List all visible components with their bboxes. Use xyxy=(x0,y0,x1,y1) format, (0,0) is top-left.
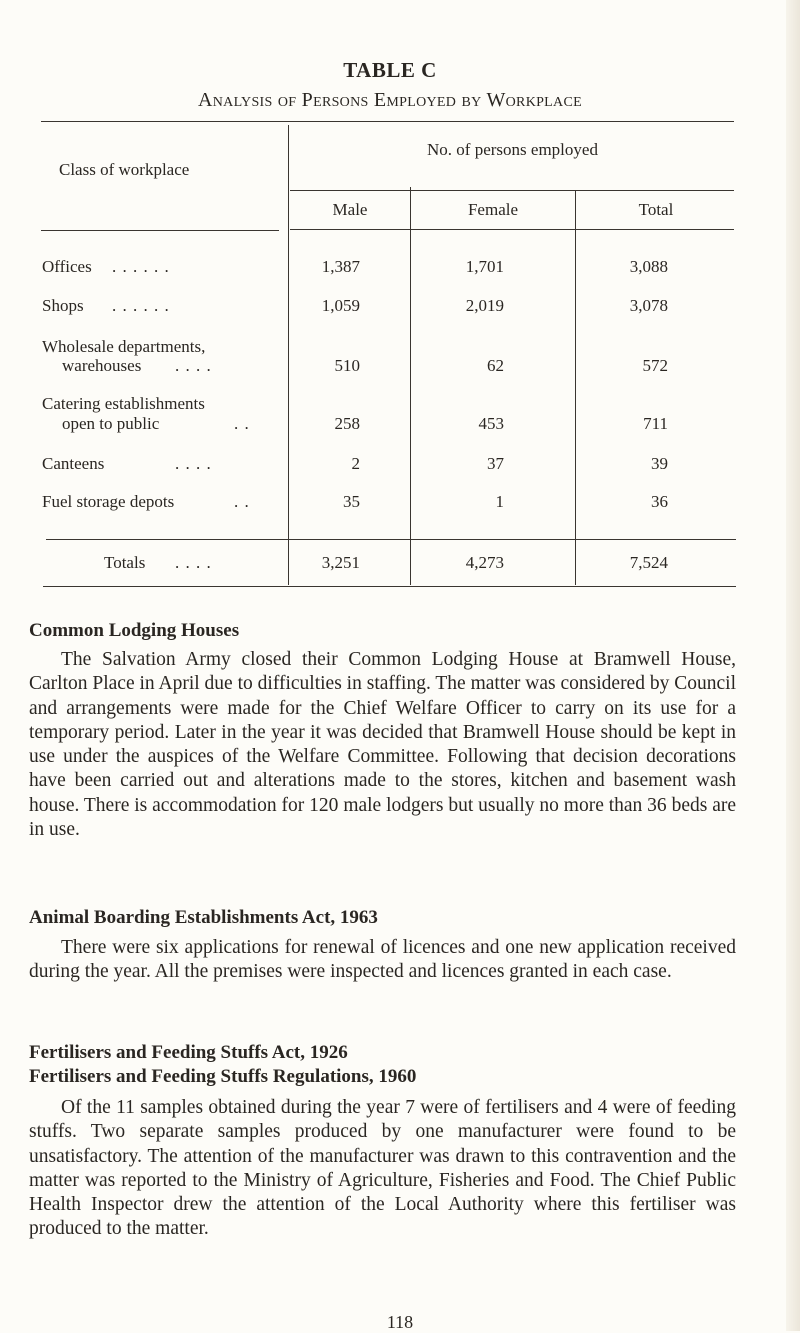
row-label-continued: warehouses xyxy=(62,356,142,375)
row-label-continued: open to public xyxy=(62,414,160,433)
cell-total: 572 xyxy=(642,356,668,375)
dot-leader: . . . . . . xyxy=(112,257,170,276)
header-male: Male xyxy=(332,200,368,219)
totals-male: 3,251 xyxy=(321,553,360,572)
table-top-rule xyxy=(41,121,734,122)
table-title: TABLE C xyxy=(343,58,437,82)
cell-female: 1,701 xyxy=(465,257,504,276)
totals-rule xyxy=(46,539,736,540)
dot-leader: . . xyxy=(234,414,250,433)
header-female: Female xyxy=(467,200,519,219)
page-edge-shadow xyxy=(786,0,800,1331)
page-number: 118 xyxy=(386,1312,414,1332)
header-class-of-workplace: Class of workplace xyxy=(59,160,190,179)
totals-label: Totals xyxy=(104,553,146,572)
cell-female: 1 xyxy=(495,492,504,511)
section-body-common-lodging-houses: The Salvation Army closed their Common Lodging House at Bramwell House, Carlton Place in April due to difficulties in staffing. The matter was considered by Council and arrangements were made for the Chief Welfare Officer to carry on its use for a temporary period. Later in the year it was decided that Bramwell House should be kept in use under the auspices of the Welfare Committee. Following that decision decorations have been carried out and alterations made to the stores, kitchen and basement wash house. There is accommodation for 120 male lodgers but usually no more than 36 beds are in use. xyxy=(29,649,736,841)
cell-male: 1,059 xyxy=(321,296,360,315)
section-body-fertilisers: Of the 11 samples obtained during the year 7 were of fertilisers and 4 were of feeding stuffs. Two separate samples produced by one manufacturer were found to be unsatisfactory. The attention of the manufacturer was drawn to this contravention and the matter was reported to the Ministry of Agriculture, Fisheries and Food. The Chief Public Health Inspector drew the attention of the Local Authority where this fertiliser was produced to the matter. xyxy=(29,1097,736,1240)
totals-total: 7,524 xyxy=(629,553,668,572)
row-label: Shops xyxy=(42,296,84,315)
dot-leader: . . . . xyxy=(175,356,212,375)
col-divider-3 xyxy=(575,190,576,585)
table-subtitle: Analysis of Persons Employed by Workplace xyxy=(198,89,582,111)
section-heading-fertilisers-act: Fertilisers and Feeding Stuffs Act, 1926 xyxy=(29,1042,348,1063)
cell-male: 1,387 xyxy=(321,257,360,276)
section-body-animal-boarding: There were six applications for renewal of licences and one new application received during the year. All the premises were inspected and licences granted in each case. xyxy=(29,937,736,983)
section-heading-fertilisers-regulations: Fertilisers and Feeding Stuffs Regulations, 1960 xyxy=(29,1066,417,1087)
cell-female: 453 xyxy=(478,414,504,433)
cell-total: 36 xyxy=(651,492,668,511)
dot-leader: . . . . xyxy=(175,553,212,572)
row-label: Canteens xyxy=(42,454,105,473)
section-heading-common-lodging-houses: Common Lodging Houses xyxy=(29,620,240,641)
cell-total: 3,078 xyxy=(629,296,668,315)
cell-total: 3,088 xyxy=(629,257,668,276)
col-divider-1 xyxy=(288,125,289,585)
header-rule-left xyxy=(41,230,279,231)
row-label: Offices xyxy=(42,257,92,276)
subheader-rule xyxy=(290,190,734,191)
cell-male: 510 xyxy=(334,356,360,375)
cell-total: 711 xyxy=(643,414,668,433)
cell-total: 39 xyxy=(651,454,668,473)
row-label: Fuel storage depots xyxy=(42,492,175,511)
dot-leader: . . xyxy=(234,492,250,511)
section-heading-animal-boarding: Animal Boarding Establishments Act, 1963 xyxy=(29,907,378,928)
header-persons-employed: No. of persons employed xyxy=(427,140,598,159)
header-total: Total xyxy=(638,200,674,219)
cell-male: 258 xyxy=(334,414,360,433)
row-label: Catering establishments xyxy=(42,394,205,413)
cell-female: 2,019 xyxy=(465,296,504,315)
table-bottom-rule xyxy=(43,586,736,587)
row-label: Wholesale departments, xyxy=(42,337,206,356)
col-divider-2 xyxy=(410,187,411,585)
totals-female: 4,273 xyxy=(465,553,504,572)
cell-male: 2 xyxy=(351,454,360,473)
header-rule-right xyxy=(290,229,734,230)
dot-leader: . . . . xyxy=(175,454,212,473)
cell-female: 37 xyxy=(487,454,504,473)
cell-female: 62 xyxy=(487,356,504,375)
dot-leader: . . . . . . xyxy=(112,296,170,315)
cell-male: 35 xyxy=(343,492,360,511)
